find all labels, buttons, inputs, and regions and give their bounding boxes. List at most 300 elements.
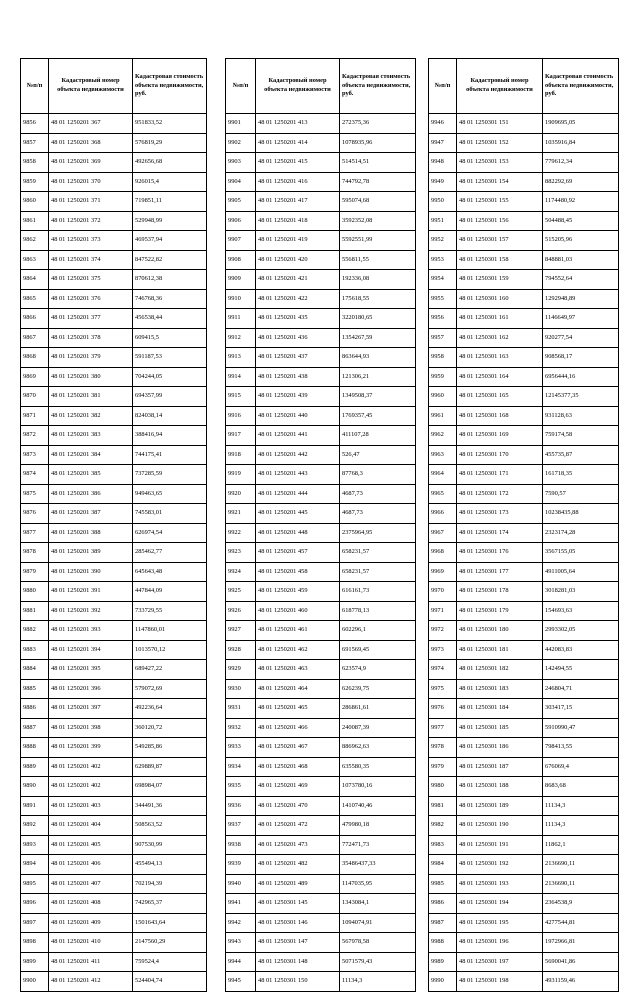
table-row: [21, 562, 207, 582]
cadastral-value: 515205,96: [543, 231, 619, 251]
cadastral-value: 529948,99: [133, 211, 207, 231]
table-row: [21, 153, 207, 173]
row-number: 9927: [226, 621, 256, 641]
cadastral-value: 4687,73: [340, 504, 416, 524]
table-row: [21, 367, 207, 387]
cadastral-value: 848881,03: [543, 250, 619, 270]
cadastral-number: 48 01 1250301 148: [256, 952, 340, 972]
cadastral-number: 48 01 1250201 395: [49, 660, 133, 680]
cadastral-number: 48 01 1250301 178: [457, 582, 543, 602]
table-row: [429, 309, 619, 329]
cadastral-number: 48 01 1250301 160: [457, 289, 543, 309]
cadastral-number: 48 01 1250201 408: [49, 894, 133, 914]
cadastral-value: 3018281,03: [543, 582, 619, 602]
cadastral-number: 48 01 1250201 387: [49, 504, 133, 524]
row-number: 9887: [21, 718, 49, 738]
cadastral-value: 2136690,11: [543, 874, 619, 894]
cadastral-value: 576819,29: [133, 133, 207, 153]
row-number: 9894: [21, 855, 49, 875]
cadastral-table-3: [428, 58, 619, 992]
table-row: [226, 699, 416, 719]
table-row: [21, 211, 207, 231]
table-row: [21, 250, 207, 270]
table-row: [429, 211, 619, 231]
table-row: [226, 445, 416, 465]
table-row: [226, 426, 416, 446]
cadastral-value: 2375964,95: [340, 523, 416, 543]
cadastral-number: 48 01 1250201 420: [256, 250, 340, 270]
cadastral-number: 48 01 1250301 157: [457, 231, 543, 251]
cadastral-value: 455735,87: [543, 445, 619, 465]
row-number: 9949: [429, 172, 457, 192]
row-number: 9880: [21, 582, 49, 602]
cadastral-value: 285462,77: [133, 543, 207, 563]
cadastral-value: 1147035,95: [340, 874, 416, 894]
table-row: [226, 660, 416, 680]
cadastral-value: 920277,54: [543, 328, 619, 348]
table-row: [226, 387, 416, 407]
cadastral-value: 1349508,37: [340, 387, 416, 407]
row-number: 9975: [429, 679, 457, 699]
row-number: 9942: [226, 913, 256, 933]
cadastral-value: 658231,57: [340, 543, 416, 563]
cadastral-number: 48 01 1250201 462: [256, 640, 340, 660]
row-number: 9935: [226, 777, 256, 797]
row-number: 9970: [429, 582, 457, 602]
cadastral-number: 48 01 1250201 402: [49, 777, 133, 797]
cadastral-number: 48 01 1250301 176: [457, 543, 543, 563]
cadastral-value: 794552,64: [543, 270, 619, 290]
row-number: 9865: [21, 289, 49, 309]
cadastral-value: 4687,73: [340, 484, 416, 504]
table-row: [429, 250, 619, 270]
cadastral-table-2: [225, 58, 416, 992]
cadastral-number: 48 01 1250301 190: [457, 816, 543, 836]
cadastral-value: 87768,3: [340, 465, 416, 485]
row-number: 9867: [21, 328, 49, 348]
table-row: [226, 816, 416, 836]
table-row: [429, 582, 619, 602]
row-number: 9984: [429, 855, 457, 875]
row-number: 9953: [429, 250, 457, 270]
row-number: 9871: [21, 406, 49, 426]
table-row: [226, 835, 416, 855]
cadastral-number: 48 01 1250301 171: [457, 465, 543, 485]
table-row: [226, 543, 416, 563]
table-row: [226, 933, 416, 953]
row-number: 9893: [21, 835, 49, 855]
table-row: [429, 952, 619, 972]
row-number: 9983: [429, 835, 457, 855]
row-number: 9934: [226, 757, 256, 777]
row-number: 9870: [21, 387, 49, 407]
row-number: 9923: [226, 543, 256, 563]
table-row: [429, 777, 619, 797]
cadastral-number: 48 01 1250301 172: [457, 484, 543, 504]
cadastral-number: 48 01 1250201 415: [256, 153, 340, 173]
row-number: 9986: [429, 894, 457, 914]
cadastral-number: 48 01 1250201 384: [49, 445, 133, 465]
table-row: [429, 406, 619, 426]
cadastral-number: 48 01 1250201 460: [256, 601, 340, 621]
table-row: [429, 543, 619, 563]
table-row: [429, 933, 619, 953]
row-number: 9868: [21, 348, 49, 368]
row-number: 9933: [226, 738, 256, 758]
cadastral-value: 3592352,08: [340, 211, 416, 231]
cadastral-value: 1147860,01: [133, 621, 207, 641]
table-row: [226, 250, 416, 270]
row-number: 9976: [429, 699, 457, 719]
cadastral-value: 4911005,64: [543, 562, 619, 582]
cadastral-value: 698984,07: [133, 777, 207, 797]
row-number: 9902: [226, 133, 256, 153]
cadastral-value: 360120,72: [133, 718, 207, 738]
table-row: [21, 601, 207, 621]
cadastral-value: 11134,3: [543, 816, 619, 836]
table-row: [429, 972, 619, 992]
table-row: [226, 582, 416, 602]
cadastral-number: 48 01 1250201 399: [49, 738, 133, 758]
row-number: 9924: [226, 562, 256, 582]
row-number: 9897: [21, 913, 49, 933]
cadastral-value: 2993302,05: [543, 621, 619, 641]
table-row: [21, 465, 207, 485]
cadastral-number: 48 01 1250201 403: [49, 796, 133, 816]
cadastral-value: 11134,3: [340, 972, 416, 992]
cadastral-value: 745583,01: [133, 504, 207, 524]
table-row: [21, 874, 207, 894]
row-number: 9862: [21, 231, 49, 251]
cadastral-number: 48 01 1250201 438: [256, 367, 340, 387]
row-number: 9875: [21, 484, 49, 504]
row-number: 9937: [226, 816, 256, 836]
table-row: [226, 504, 416, 524]
cadastral-value: 746768,36: [133, 289, 207, 309]
table-header-row: [21, 59, 207, 114]
cadastral-number: 48 01 1250301 162: [457, 328, 543, 348]
row-number: 9877: [21, 523, 49, 543]
cadastral-number: 48 01 1250201 409: [49, 913, 133, 933]
row-number: 9944: [226, 952, 256, 972]
table-row: [226, 679, 416, 699]
row-number: 9972: [429, 621, 457, 641]
table-row: [21, 192, 207, 212]
table-row: [226, 523, 416, 543]
table-row: [429, 328, 619, 348]
cadastral-value: 618778,13: [340, 601, 416, 621]
table-row: [429, 484, 619, 504]
row-number: 9869: [21, 367, 49, 387]
cadastral-number: 48 01 1250201 463: [256, 660, 340, 680]
cadastral-number: 48 01 1250301 180: [457, 621, 543, 641]
row-number: 9969: [429, 562, 457, 582]
row-number: 9856: [21, 114, 49, 134]
cadastral-number: 48 01 1250201 458: [256, 562, 340, 582]
cadastral-value: 1073780,16: [340, 777, 416, 797]
table-row: [21, 738, 207, 758]
cadastral-number: 48 01 1250201 440: [256, 406, 340, 426]
table-row: [226, 114, 416, 134]
table-row: [429, 835, 619, 855]
row-number: 9980: [429, 777, 457, 797]
row-number: 9892: [21, 816, 49, 836]
cadastral-value: 526,47: [340, 445, 416, 465]
table-row: [21, 913, 207, 933]
table-row: [226, 192, 416, 212]
cadastral-number: 48 01 1250301 163: [457, 348, 543, 368]
row-number: 9948: [429, 153, 457, 173]
table-row: [21, 387, 207, 407]
cadastral-value: 579072,69: [133, 679, 207, 699]
table-row: [21, 757, 207, 777]
cadastral-number: 48 01 1250201 402: [49, 757, 133, 777]
cadastral-value: 704244,05: [133, 367, 207, 387]
cadastral-value: 2323174,28: [543, 523, 619, 543]
cadastral-number: 48 01 1250201 422: [256, 289, 340, 309]
cadastral-number: 48 01 1250201 448: [256, 523, 340, 543]
cadastral-number: 48 01 1250201 418: [256, 211, 340, 231]
row-number: 9963: [429, 445, 457, 465]
row-number: 9947: [429, 133, 457, 153]
row-number: 9967: [429, 523, 457, 543]
table-row: [21, 933, 207, 953]
header-num: №п/п: [226, 59, 256, 114]
cadastral-value: 508563,52: [133, 816, 207, 836]
row-number: 9900: [21, 972, 49, 992]
row-number: 9895: [21, 874, 49, 894]
table-row: [21, 952, 207, 972]
row-number: 9879: [21, 562, 49, 582]
cadastral-value: 798413,55: [543, 738, 619, 758]
table-row: [226, 309, 416, 329]
table-row: [21, 582, 207, 602]
cadastral-value: 1078935,96: [340, 133, 416, 153]
table-row: [21, 679, 207, 699]
cadastral-number: 48 01 1250201 391: [49, 582, 133, 602]
table-row: [429, 855, 619, 875]
table-row: [21, 796, 207, 816]
table-row: [226, 874, 416, 894]
cadastral-number: 48 01 1250301 182: [457, 660, 543, 680]
cadastral-value: 10238435,88: [543, 504, 619, 524]
cadastral-number: 48 01 1250201 388: [49, 523, 133, 543]
header-num: №п/п: [21, 59, 49, 114]
row-number: 9864: [21, 270, 49, 290]
cadastral-value: 824038,14: [133, 406, 207, 426]
row-number: 9919: [226, 465, 256, 485]
cadastral-value: 240087,39: [340, 718, 416, 738]
table-header-row: [226, 59, 416, 114]
table-row: [21, 172, 207, 192]
cadastral-value: 870612,38: [133, 270, 207, 290]
cadastral-value: 1769357,45: [340, 406, 416, 426]
row-number: 9971: [429, 601, 457, 621]
row-number: 9951: [429, 211, 457, 231]
table-row: [226, 796, 416, 816]
cadastral-number: 48 01 1250301 145: [256, 894, 340, 914]
cadastral-number: 48 01 1250201 398: [49, 718, 133, 738]
table-row: [429, 757, 619, 777]
row-number: 9918: [226, 445, 256, 465]
row-number: 9926: [226, 601, 256, 621]
table-row: [21, 426, 207, 446]
row-number: 9906: [226, 211, 256, 231]
cadastral-number: 48 01 1250301 170: [457, 445, 543, 465]
cadastral-number: 48 01 1250201 371: [49, 192, 133, 212]
table-row: [226, 172, 416, 192]
cadastral-value: 11134,3: [543, 796, 619, 816]
cadastral-value: 616161,73: [340, 582, 416, 602]
cadastral-number: 48 01 1250201 367: [49, 114, 133, 134]
cadastral-number: 48 01 1250201 379: [49, 348, 133, 368]
cadastral-number: 48 01 1250201 443: [256, 465, 340, 485]
cadastral-number: 48 01 1250301 189: [457, 796, 543, 816]
row-number: 9904: [226, 172, 256, 192]
cadastral-number: 48 01 1250301 150: [256, 972, 340, 992]
cadastral-value: 121306,21: [340, 367, 416, 387]
row-number: 9882: [21, 621, 49, 641]
cadastral-number: 48 01 1250201 394: [49, 640, 133, 660]
row-number: 9907: [226, 231, 256, 251]
row-number: 9921: [226, 504, 256, 524]
cadastral-number: 48 01 1250201 373: [49, 231, 133, 251]
table-row: [226, 757, 416, 777]
cadastral-number: 48 01 1250201 419: [256, 231, 340, 251]
cadastral-number: 48 01 1250201 376: [49, 289, 133, 309]
row-number: 9928: [226, 640, 256, 660]
cadastral-number: 48 01 1250301 185: [457, 718, 543, 738]
cadastral-number: 48 01 1250301 165: [457, 387, 543, 407]
cadastral-value: 3567155,05: [543, 543, 619, 563]
cadastral-number: 48 01 1250301 155: [457, 192, 543, 212]
row-number: 9917: [226, 426, 256, 446]
table-row: [21, 699, 207, 719]
table-row: [226, 231, 416, 251]
row-number: 9932: [226, 718, 256, 738]
cadastral-value: 5592551,99: [340, 231, 416, 251]
cadastral-number: 48 01 1250201 468: [256, 757, 340, 777]
cadastral-number: 48 01 1250201 372: [49, 211, 133, 231]
row-number: 9872: [21, 426, 49, 446]
cadastral-value: 591187,53: [133, 348, 207, 368]
table-row: [226, 855, 416, 875]
table-row: [429, 133, 619, 153]
row-number: 9861: [21, 211, 49, 231]
row-number: 9957: [429, 328, 457, 348]
row-number: 9938: [226, 835, 256, 855]
cadastral-value: 1035916,84: [543, 133, 619, 153]
cadastral-value: 6956444,16: [543, 367, 619, 387]
row-number: 9925: [226, 582, 256, 602]
table-row: [429, 874, 619, 894]
table-row: [21, 133, 207, 153]
table-row: [429, 367, 619, 387]
table-row: [429, 465, 619, 485]
table-row: [226, 952, 416, 972]
cadastral-value: 847522,82: [133, 250, 207, 270]
cadastral-value: 504488,45: [543, 211, 619, 231]
cadastral-number: 48 01 1250201 404: [49, 816, 133, 836]
table-row: [429, 913, 619, 933]
cadastral-number: 48 01 1250301 146: [256, 913, 340, 933]
table-row: [226, 153, 416, 173]
table-row: [21, 718, 207, 738]
cadastral-value: 4277544,81: [543, 913, 619, 933]
header-cadastral-number: Кадастровый номер объекта недвижимости: [49, 59, 133, 114]
cadastral-number: 48 01 1250301 161: [457, 309, 543, 329]
cadastral-value: 719851,11: [133, 192, 207, 212]
cadastral-number: 48 01 1250201 437: [256, 348, 340, 368]
row-number: 9987: [429, 913, 457, 933]
cadastral-number: 48 01 1250201 421: [256, 270, 340, 290]
row-number: 9946: [429, 114, 457, 134]
cadastral-value: 5690041,86: [543, 952, 619, 972]
cadastral-number: 48 01 1250301 152: [457, 133, 543, 153]
cadastral-number: 48 01 1250201 369: [49, 153, 133, 173]
table-row: [429, 172, 619, 192]
table-row: [429, 718, 619, 738]
cadastral-value: 951833,52: [133, 114, 207, 134]
cadastral-value: 1146649,97: [543, 309, 619, 329]
cadastral-number: 48 01 1250201 464: [256, 679, 340, 699]
cadastral-number: 48 01 1250201 370: [49, 172, 133, 192]
cadastral-value: 1354267,59: [340, 328, 416, 348]
cadastral-number: 48 01 1250301 188: [457, 777, 543, 797]
cadastral-value: 388416,94: [133, 426, 207, 446]
table-row: [429, 816, 619, 836]
row-number: 9859: [21, 172, 49, 192]
row-number: 9962: [429, 426, 457, 446]
cadastral-value: 676069,4: [543, 757, 619, 777]
table-row: [429, 679, 619, 699]
row-number: 9978: [429, 738, 457, 758]
cadastral-value: 595074,68: [340, 192, 416, 212]
cadastral-value: 161718,35: [543, 465, 619, 485]
row-number: 9941: [226, 894, 256, 914]
cadastral-value: 635580,35: [340, 757, 416, 777]
row-number: 9979: [429, 757, 457, 777]
table-row: [226, 972, 416, 992]
row-number: 9908: [226, 250, 256, 270]
cadastral-value: 2364538,9: [543, 894, 619, 914]
cadastral-number: 48 01 1250201 378: [49, 328, 133, 348]
cadastral-value: 35486437,33: [340, 855, 416, 875]
cadastral-number: 48 01 1250301 193: [457, 874, 543, 894]
row-number: 9973: [429, 640, 457, 660]
row-number: 9954: [429, 270, 457, 290]
row-number: 9915: [226, 387, 256, 407]
row-number: 9922: [226, 523, 256, 543]
table-row: [226, 289, 416, 309]
cadastral-value: 1094074,91: [340, 913, 416, 933]
cadastral-number: 48 01 1250301 154: [457, 172, 543, 192]
table-row: [429, 153, 619, 173]
row-number: 9959: [429, 367, 457, 387]
header-cadastral-number: Кадастровый номер объекта недвижимости: [256, 59, 340, 114]
table-row: [226, 601, 416, 621]
cadastral-number: 48 01 1250201 445: [256, 504, 340, 524]
table-row: [226, 270, 416, 290]
cadastral-number: 48 01 1250201 368: [49, 133, 133, 153]
cadastral-value: 1013570,12: [133, 640, 207, 660]
row-number: 9878: [21, 543, 49, 563]
row-number: 9968: [429, 543, 457, 563]
cadastral-value: 1292948,89: [543, 289, 619, 309]
table-row: [21, 231, 207, 251]
row-number: 9930: [226, 679, 256, 699]
row-number: 9911: [226, 309, 256, 329]
